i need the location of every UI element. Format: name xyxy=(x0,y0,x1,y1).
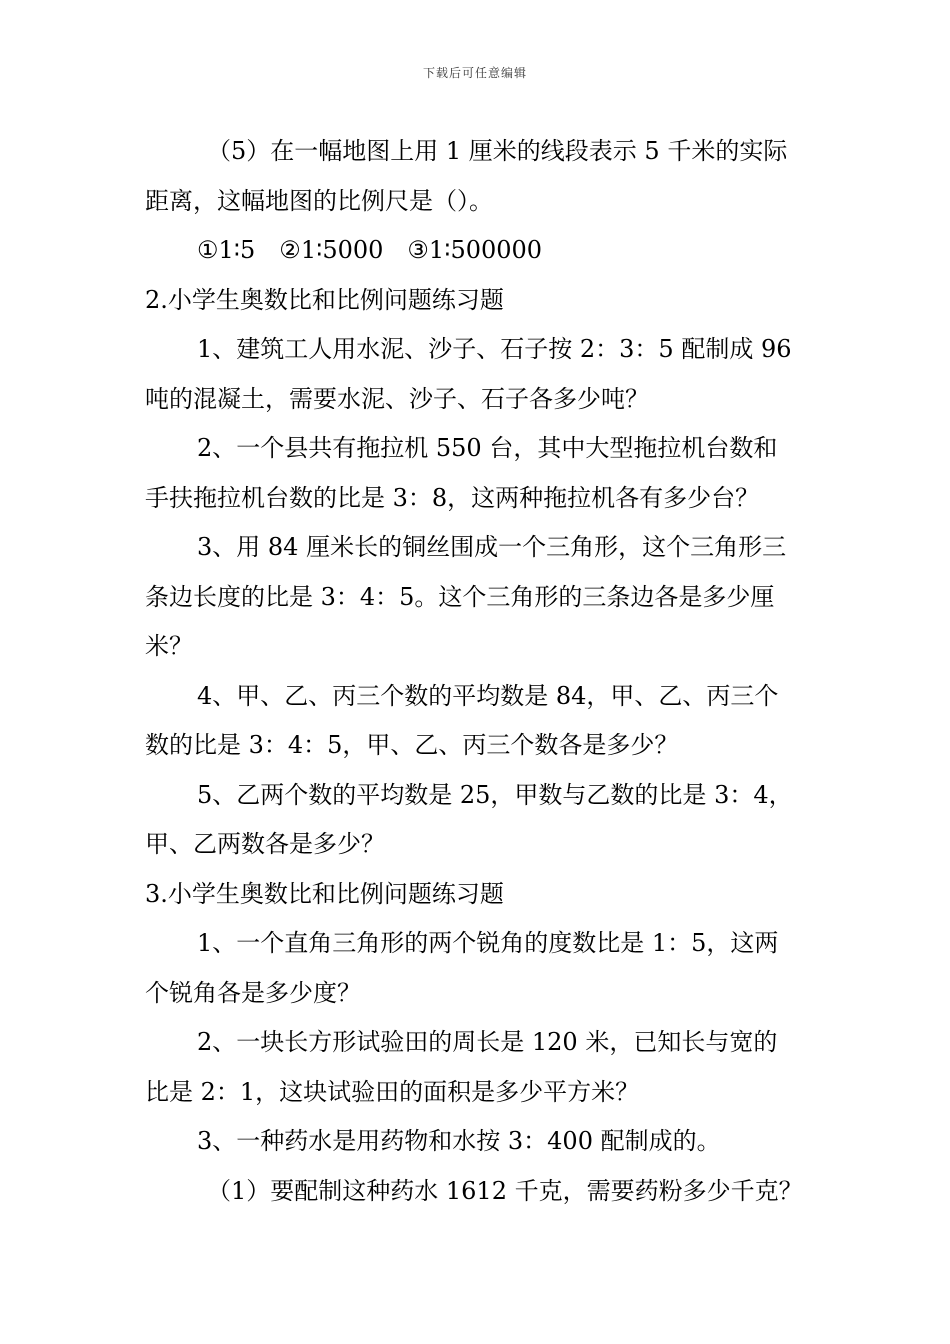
s2-q4-line-2: 数的比是 3：4：5，甲、乙、丙三个数各是多少？ xyxy=(145,731,679,759)
s2-q5-line-2: 甲、乙两数各是多少？ xyxy=(145,830,385,858)
question-5-line-2: 距离，这幅地图的比例尺是（）。 xyxy=(145,186,493,215)
s2-q2-line-2: 手扶拖拉机台数的比是 3：8，这两种拖拉机各有多少台？ xyxy=(145,483,760,512)
s2-q5-line-1: 5、乙两个数的平均数是 25，甲数与乙数的比是 3：4， xyxy=(197,780,793,809)
question-5-options: ①1∶5 ②1∶5000 ③1∶500000 xyxy=(197,236,543,264)
page-header: 下载后可任意编辑 xyxy=(422,66,527,80)
s3-q2-line-1: 2、一块长方形试验田的周长是 120 米，已知长与宽的 xyxy=(197,1028,778,1056)
section-2-heading: 2.小学生奥数比和比例问题练习题 xyxy=(145,285,504,314)
s2-q4-line-1: 4、甲、乙、丙三个数的平均数是 84，甲、乙、丙三个 xyxy=(197,681,779,710)
s2-q3-line-2: 条边长度的比是 3：4：5。这个三角形的三条边各是多少厘 xyxy=(145,582,775,611)
section-3-heading: 3.小学生奥数比和比例问题练习题 xyxy=(145,879,504,908)
s3-q1-line-2: 个锐角各是多少度？ xyxy=(145,978,361,1007)
s2-q1-line-1: 1、建筑工人用水泥、沙子、石子按 2：3：5 配制成 96 xyxy=(197,335,792,363)
s2-q2-line-1: 2、一个县共有拖拉机 550 台，其中大型拖拉机台数和 xyxy=(197,434,778,462)
s3-q1-line-1: 1、一个直角三角形的两个锐角的度数比是 1：5，这两 xyxy=(197,929,779,957)
s2-q3-line-1: 3、用 84 厘米长的铜丝围成一个三角形，这个三角形三 xyxy=(197,533,787,561)
s3-q3-line-1: 3、一种药水是用药物和水按 3：400 配制成的。 xyxy=(197,1127,721,1155)
document-body xyxy=(145,127,810,1216)
question-5-line-1: （5）在一幅地图上用 1 厘米的线段表示 5 千米的实际 xyxy=(207,137,788,165)
s3-q2-line-2: 比是 2：1，这块试验田的面积是多少平方米？ xyxy=(145,1077,640,1106)
s2-q1-line-2: 吨的混凝土，需要水泥、沙子、石子各多少吨？ xyxy=(145,384,649,413)
s3-q3-sub-1: （1）要配制这种药水 1612 千克，需要药粉多少千克？ xyxy=(207,1176,803,1205)
s2-q3-line-3: 米？ xyxy=(145,632,193,660)
